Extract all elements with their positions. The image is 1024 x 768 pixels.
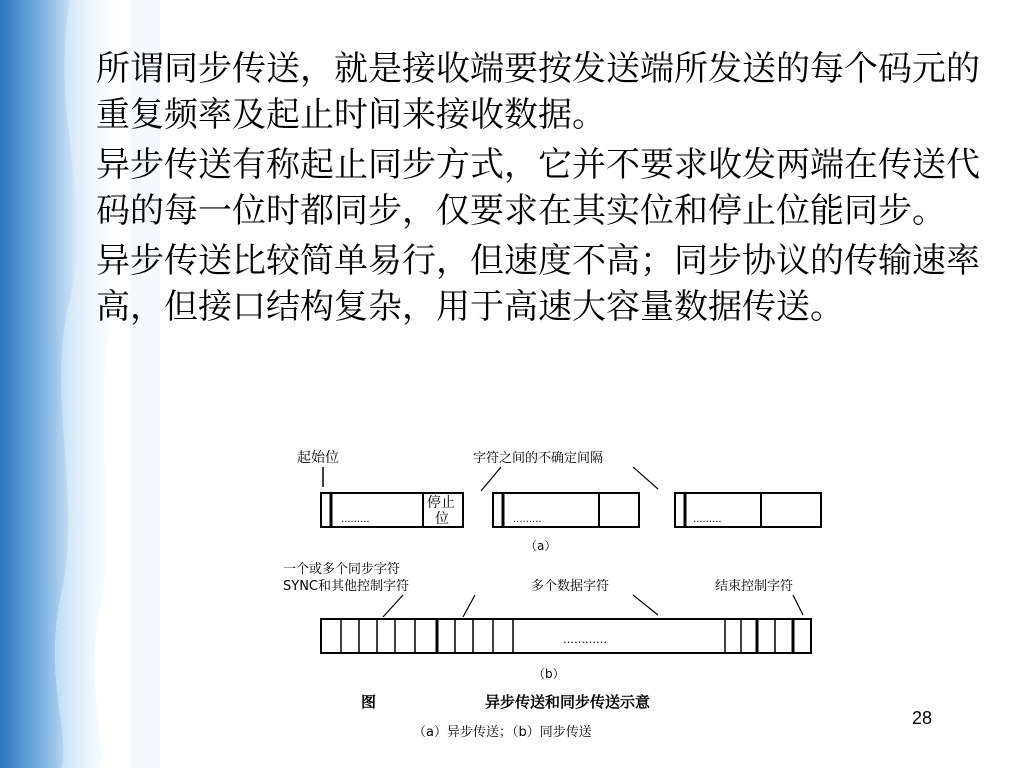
label-stop-bit-2: 位 xyxy=(435,511,449,527)
label-start-bit: 起始位 xyxy=(297,450,339,466)
label-a: （a） xyxy=(525,539,557,553)
paragraph-compare: 异步传送比较简单易行，但速度不高；同步协议的传输速率高，但接口结构复杂，用于高速大容量数据传送。 xyxy=(96,241,980,327)
label-stop-bit-1: 停止 xyxy=(427,495,455,511)
svg-text:·········: ········· xyxy=(513,517,542,528)
async-frame-1 xyxy=(321,493,463,528)
label-dots: ………… xyxy=(563,633,607,646)
caption-sub: （a）异步传送；（b）同步传送 xyxy=(413,725,592,740)
label-data: 多个数据字符 xyxy=(531,579,610,594)
caption-title: 异步传送和同步传送示意 xyxy=(485,693,651,711)
transmission-diagram xyxy=(263,435,879,745)
label-sync-2: SYNC和其他控制字符 xyxy=(283,579,409,594)
paragraph-sync: 所谓同步传送，就是接收端要按发送端所发送的每个码元的重复频率及起止时间来接收数据。 xyxy=(96,49,980,135)
svg-text:·········: ········· xyxy=(341,517,370,528)
async-frame-2 xyxy=(493,493,639,528)
svg-text:·········: ········· xyxy=(693,517,722,528)
async-frame-3 xyxy=(675,493,821,528)
label-gap: 字符之间的不确定间隔 xyxy=(473,451,604,466)
page-number: 28 xyxy=(912,708,933,728)
label-sync-1: 一个或多个同步字符 xyxy=(283,562,401,577)
label-b: （b） xyxy=(533,667,565,681)
caption-prefix: 图 xyxy=(361,693,377,711)
body-text xyxy=(96,46,981,334)
label-end-ctrl: 结束控制字符 xyxy=(715,579,794,594)
paragraph-async: 异步传送有称起止同步方式，它并不要求收发两端在传送代码的每一位时都同步，仅要求在其实位和停止位能同步。 xyxy=(96,145,980,231)
sync-frame xyxy=(321,619,811,653)
